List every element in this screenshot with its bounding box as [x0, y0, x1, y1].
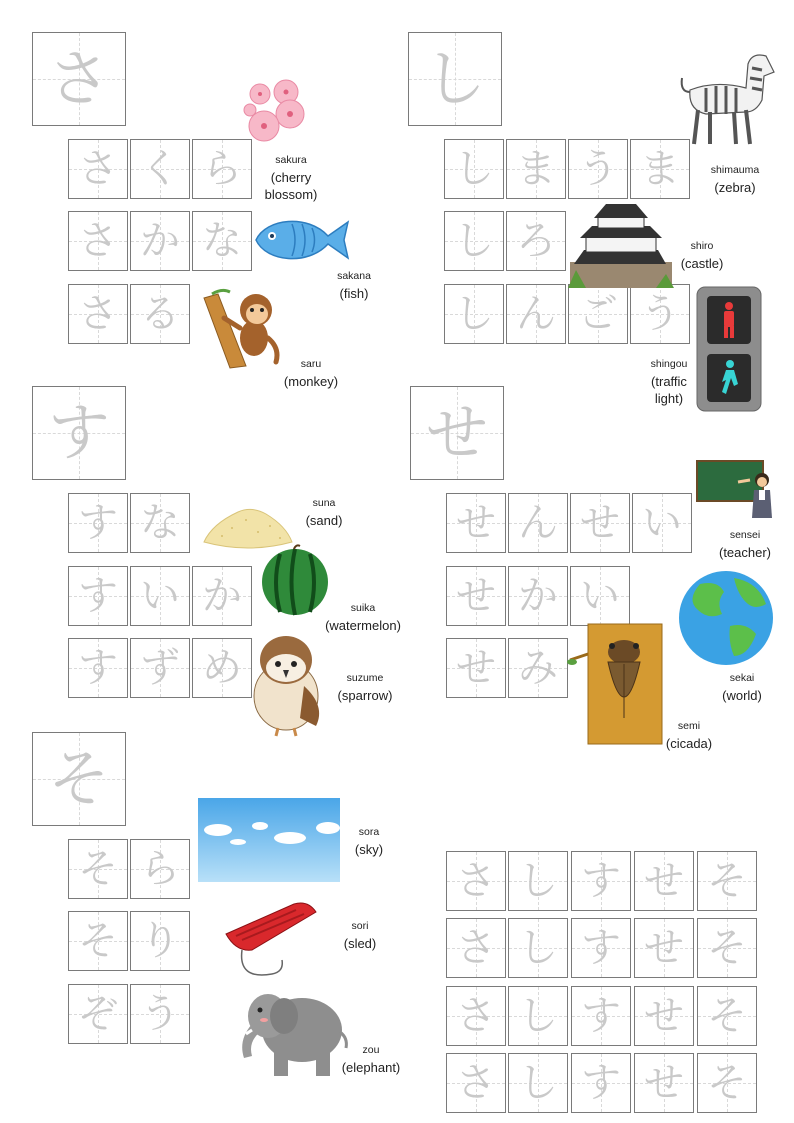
trace-cell[interactable]: せ [446, 493, 506, 553]
word-label: shiro (castle) [680, 240, 724, 271]
trace-cell[interactable]: ん [508, 493, 568, 553]
trace-cell[interactable]: い [130, 566, 190, 626]
elephant-picture [230, 984, 350, 1078]
trace-cell[interactable]: ら [192, 139, 252, 199]
practice-cell[interactable]: せ [634, 986, 694, 1046]
sparrow-picture [250, 626, 326, 738]
word-label: suzume (sparrow) [337, 672, 393, 703]
word-label: saru (monkey) [283, 358, 339, 389]
big-kana-shi: し [408, 32, 502, 126]
trace-cell[interactable]: か [192, 566, 252, 626]
practice-cell[interactable]: し [508, 986, 568, 1046]
cherry-blossom-picture [240, 80, 312, 150]
word-label: sori (sled) [343, 920, 377, 951]
practice-cell[interactable]: す [571, 918, 631, 978]
practice-cell[interactable]: さ [446, 1053, 506, 1113]
trace-cell[interactable]: せ [446, 566, 506, 626]
trace-cell[interactable]: せ [570, 493, 630, 553]
word-label: sekai (world) [722, 672, 762, 703]
monkey-picture [200, 288, 284, 368]
trace-cell[interactable]: く [130, 139, 190, 199]
practice-cell[interactable]: し [508, 918, 568, 978]
trace-cell[interactable]: せ [446, 638, 506, 698]
trace-cell[interactable]: ま [630, 139, 690, 199]
trace-cell[interactable]: り [130, 911, 190, 971]
practice-cell[interactable]: さ [446, 851, 506, 911]
trace-cell[interactable]: さ [68, 139, 128, 199]
big-kana-se: せ [410, 386, 504, 480]
word-label: shingou (traffic light) [650, 358, 688, 406]
trace-cell[interactable]: ら [130, 839, 190, 899]
trace-cell[interactable]: さ [68, 211, 128, 271]
practice-cell[interactable]: そ [697, 986, 757, 1046]
big-kana-so: そ [32, 732, 126, 826]
trace-cell[interactable]: そ [68, 911, 128, 971]
big-kana-su: す [32, 386, 126, 480]
practice-cell[interactable]: す [571, 986, 631, 1046]
trace-cell[interactable]: う [630, 284, 690, 344]
trace-cell[interactable]: な [130, 493, 190, 553]
trace-cell[interactable]: め [192, 638, 252, 698]
practice-cell[interactable]: さ [446, 918, 506, 978]
zebra-picture [676, 48, 776, 148]
trace-cell[interactable]: し [444, 139, 504, 199]
trace-cell[interactable]: ず [130, 638, 190, 698]
trace-cell[interactable]: な [192, 211, 252, 271]
traffic-light-picture [696, 286, 762, 412]
trace-cell[interactable]: か [508, 566, 568, 626]
word-label: shimauma (zebra) [710, 164, 760, 195]
word-label: zou (elephant) [341, 1044, 401, 1075]
trace-cell[interactable]: み [508, 638, 568, 698]
trace-cell[interactable]: う [130, 984, 190, 1044]
trace-cell[interactable]: い [632, 493, 692, 553]
trace-cell[interactable]: ま [506, 139, 566, 199]
word-label: sakura (cherry blossom) [264, 154, 318, 202]
trace-cell[interactable]: す [68, 638, 128, 698]
globe-picture [678, 570, 774, 666]
sky-picture [198, 798, 340, 882]
practice-cell[interactable]: せ [634, 918, 694, 978]
trace-cell[interactable]: ご [568, 284, 628, 344]
teacher-picture [696, 460, 776, 520]
cicada-picture [568, 622, 664, 744]
trace-cell[interactable]: し [444, 284, 504, 344]
word-label: suna (sand) [305, 497, 343, 528]
trace-cell[interactable]: す [68, 493, 128, 553]
word-label: sakana (fish) [337, 270, 371, 301]
word-label: semi (cicada) [665, 720, 713, 751]
practice-cell[interactable]: せ [634, 1053, 694, 1113]
practice-cell[interactable]: せ [634, 851, 694, 911]
practice-cell[interactable]: し [508, 1053, 568, 1113]
trace-cell[interactable]: ろ [506, 211, 566, 271]
fish-picture [252, 210, 352, 270]
trace-cell[interactable]: し [444, 211, 504, 271]
practice-cell[interactable]: そ [697, 918, 757, 978]
practice-cell[interactable]: さ [446, 986, 506, 1046]
word-label: sensei (teacher) [718, 529, 772, 560]
castle-picture [566, 200, 676, 290]
trace-cell[interactable]: る [130, 284, 190, 344]
big-kana-sa: さ [32, 32, 126, 126]
practice-cell[interactable]: す [571, 1053, 631, 1113]
practice-cell[interactable]: そ [697, 1053, 757, 1113]
trace-cell[interactable]: う [568, 139, 628, 199]
trace-cell[interactable]: す [68, 566, 128, 626]
trace-cell[interactable]: そ [68, 839, 128, 899]
trace-cell[interactable]: い [570, 566, 630, 626]
sled-picture [222, 900, 320, 982]
trace-cell[interactable]: ん [506, 284, 566, 344]
practice-cell[interactable]: す [571, 851, 631, 911]
word-label: suika (watermelon) [325, 602, 401, 633]
trace-cell[interactable]: ぞ [68, 984, 128, 1044]
trace-cell[interactable]: か [130, 211, 190, 271]
practice-cell[interactable]: そ [697, 851, 757, 911]
word-label: sora (sky) [354, 826, 384, 857]
trace-cell[interactable]: さ [68, 284, 128, 344]
practice-cell[interactable]: し [508, 851, 568, 911]
